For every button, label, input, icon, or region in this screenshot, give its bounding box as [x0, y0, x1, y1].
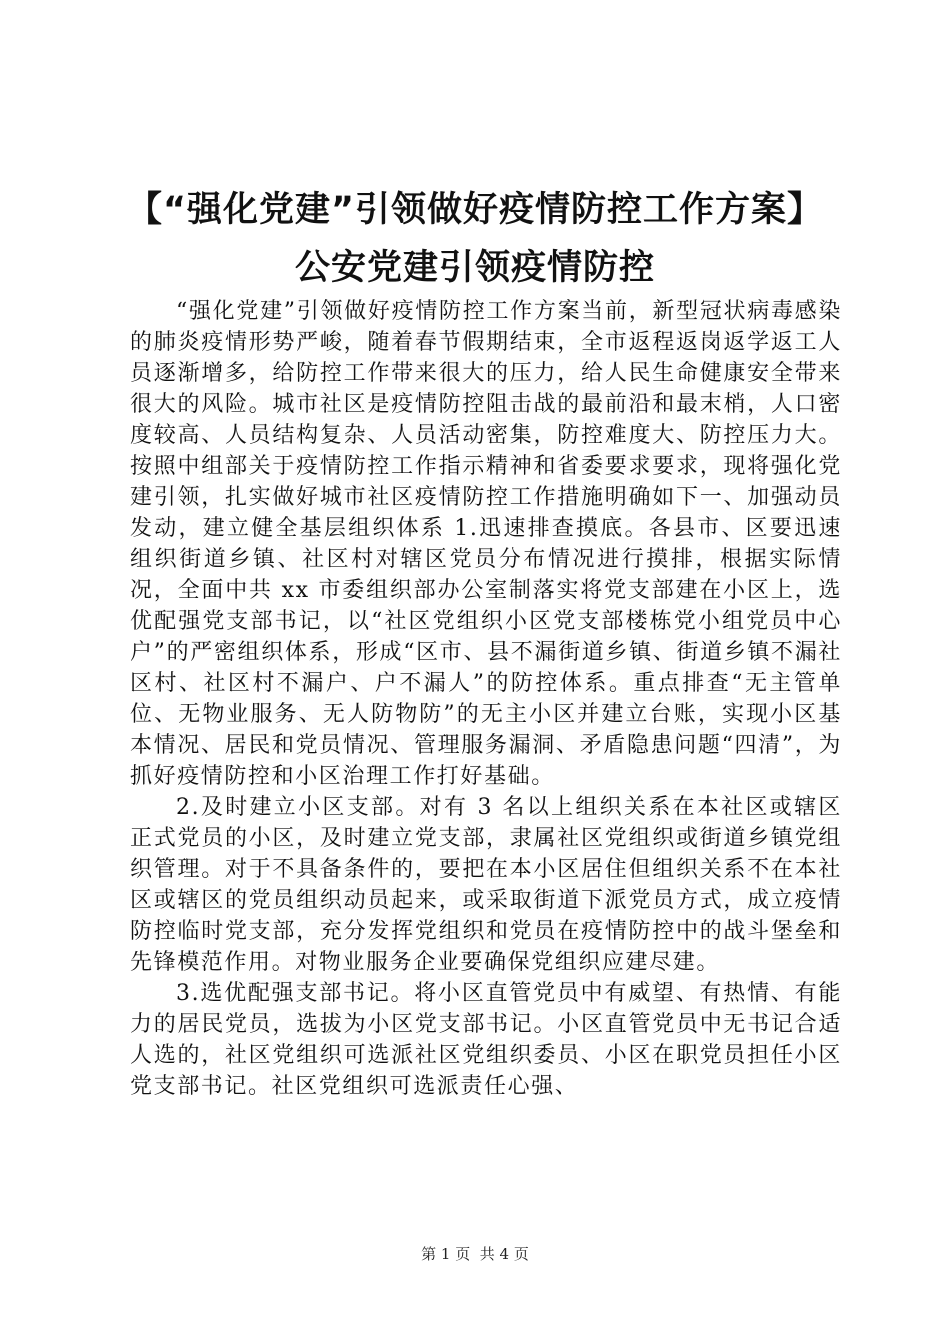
- paragraph-1: “强化党建”引领做好疫情防控工作方案当前，新型冠状病毒感染的肺炎疫情形势严峻，随着春节假期结束，全市返程返岗返学返工人员逐渐增多，给防控工作带来很大的压力，给人民生命健康安全带来很大的风险。城市社区是疫情防控阻击战的最前沿和最末梢，人口密度较高、人员结构复杂、人员活动密集，防控难度大、防控压力大。按照中组部关于疫情防控工作指示精神和省委要求要求，现将强化党建引领，扎实做好城市社区疫情防控工作措施明确如下一、加强动员发动，建立健全基层组织体系 1.迅速排查摸底。各县市、区要迅速组织街道乡镇、社区村对辖区党员分布情况进行摸排，根据实际情况，全面中共 xx 市委组织部办公室制落实将党支部建在小区上，选优配强党支部书记，以“社区党组织小区党支部楼栋党小组党员中心户”的严密组织体系，形成“区市、县不漏街道乡镇、街道乡镇不漏社区村、社区村不漏户、户不漏人”的防控体系。重点排查“无主管单位、无物业服务、无人防物防”的无主小区并建立台账，实现小区基本情况、居民和党员情况、管理服务漏洞、矛盾隐患问题“四清”，为抓好疫情防控和小区治理工作打好基础。: [130, 299, 842, 789]
- document-body: [130, 296, 842, 1102]
- paragraph-2: 2.及时建立小区支部。对有 3 名以上组织关系在本社区或辖区正式党员的小区，及时建立党支部，隶属社区党组织或街道乡镇党组织管理。对于不具备条件的，要把在本小区居住但组织关系不在本社区或辖区的党员组织动员起来，或采取街道下派党员方式，成立疫情防控临时党支部，充分发挥党组织和党员在疫情防控中的战斗堡垒和先锋模范作用。对物业服务企业要确保党组织应建尽建。: [130, 795, 842, 975]
- document-title-line-2: 公安党建引领疫情防控: [294, 248, 655, 288]
- paragraph-3: 3.选优配强支部书记。将小区直管党员中有威望、有热情、有能力的居民党员，选拔为小区党支部书记。小区直管党员中无书记合适人选的，社区党组织可选派社区党组织委员、小区在职党员担任小区党支部书记。社区党组织可选派责任心强、: [130, 981, 842, 1099]
- page-footer: [0, 1244, 950, 1264]
- footer-spacer: [470, 1245, 480, 1263]
- page-total: 共 4 页: [479, 1245, 529, 1263]
- page-number: 第 1 页: [421, 1245, 471, 1263]
- document-title-line-1: 【“强化党建”引领做好疫情防控工作方案】: [126, 190, 823, 230]
